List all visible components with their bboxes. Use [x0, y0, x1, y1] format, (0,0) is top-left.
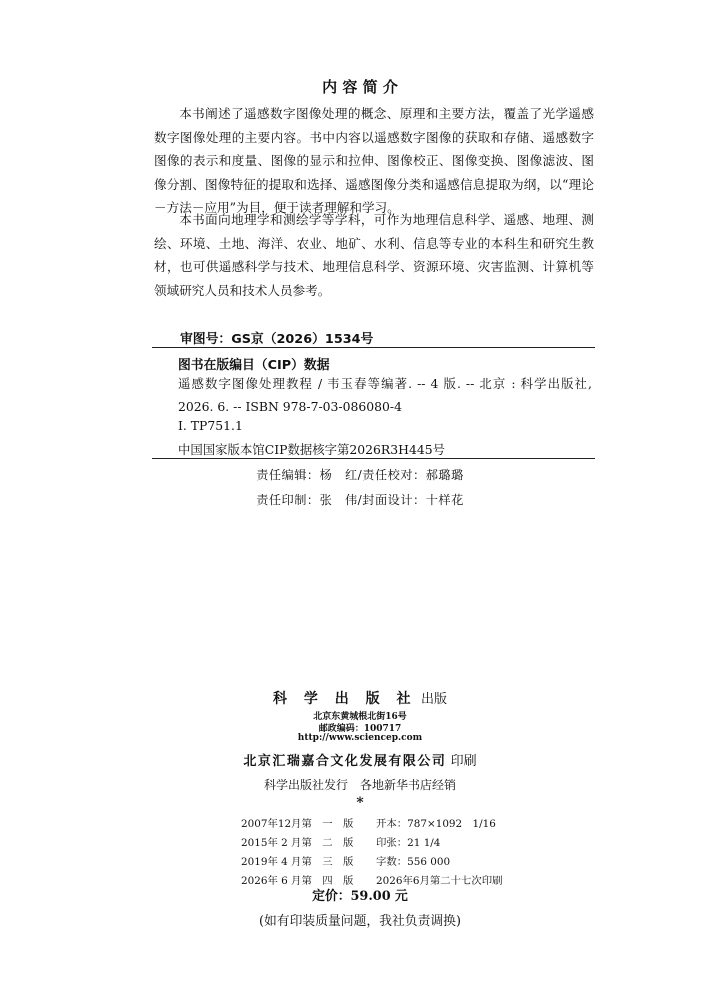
edition-spec: 开本：787×1092 1/16 [376, 818, 496, 830]
printer-suffix: 印刷 [450, 754, 477, 769]
price: 定价：59.00 元 [312, 889, 408, 904]
separator-asterisk: * [356, 795, 364, 811]
edition-spec: 2026年6月第二十七次印刷 [376, 875, 503, 887]
edition-date: 2015年 2 月第 二 版 [241, 837, 354, 849]
publisher-suffix: 出版 [420, 692, 447, 707]
edition-date: 2026年 6 月第 四 版 [241, 875, 354, 887]
edition-spec: 印张：21 1/4 [376, 837, 441, 849]
publisher-line [0, 688, 720, 708]
edition-row [241, 834, 503, 853]
publisher-postcode: 邮政编码：100717 [318, 724, 402, 734]
distribution-line: 科学出版社发行 各地新华书店经销 [263, 778, 456, 792]
edition-spec: 字数：556 000 [376, 856, 451, 868]
cip-heading: 图书在版编目（CIP）数据 [178, 358, 330, 373]
publisher-address: 北京东黄城根北街16号 [313, 712, 407, 722]
cip-classification: Ⅰ. TP751.1 [178, 418, 243, 433]
publisher-name: 科 学 出 版 社 [273, 691, 417, 707]
summary-paragraph: 本书面向地理学和测绘学等学科，可作为地理信息科学、遥感、地理、测绘、环境、土地、海洋、农业、地矿、水利、信息等专业的本科生和研究生教材，也可供遥感科学与技术、地理信息科学、资源环境、灾害监测、计算机等领域研究人员和技术人员参考。 [154, 212, 594, 298]
edition-date: 2007年12月第 一 版 [241, 818, 354, 830]
cip-record: 遥感数字图像处理教程 / 韦玉春等编著. -- 4 版. -- 北京 : 科学出版社, 2026. 6. -- ISBN 978-7-03-086080-4 [178, 376, 592, 414]
cip-data-number: 中国国家版本馆CIP数据核字第2026R3H445号 [178, 442, 445, 457]
divider [152, 458, 595, 459]
map-review-number: 审图号：GS京（2026）1534号 [180, 332, 374, 347]
edition-row [241, 853, 503, 872]
publisher-url: http://www.sciencep.com [297, 733, 423, 743]
edition-table [241, 815, 503, 891]
edition-row [241, 815, 503, 834]
printer-line [0, 750, 720, 769]
summary-paragraph: 本书阐述了遥感数字图像处理的概念、原理和主要方法，覆盖了光学遥感数字图像处理的主要内容。书中内容以遥感数字图像的获取和存储、遥感数字图像的表示和度量、图像的显示和拉伸、图像校正、图像变换、图像滤波、图像分割、图像特征的提取和选择、遥感图像分类和遥感信息提取为纲，以“理论－方法－应用”为目，便于读者理解和学习。 [154, 106, 594, 215]
editor-credits: 责任编辑：杨 红/责任校对：郝璐璐 [256, 468, 464, 482]
page-title: 内 容 简 介 [322, 78, 398, 96]
divider [152, 347, 595, 348]
edition-date: 2019年 4 月第 三 版 [241, 856, 354, 868]
quality-notice: (如有印装质量问题，我社负责调换) [259, 914, 461, 929]
production-credits: 责任印制：张 伟/封面设计：十样花 [256, 493, 464, 507]
printer-name: 北京汇瑞嘉合文化发展有限公司 [243, 754, 447, 769]
